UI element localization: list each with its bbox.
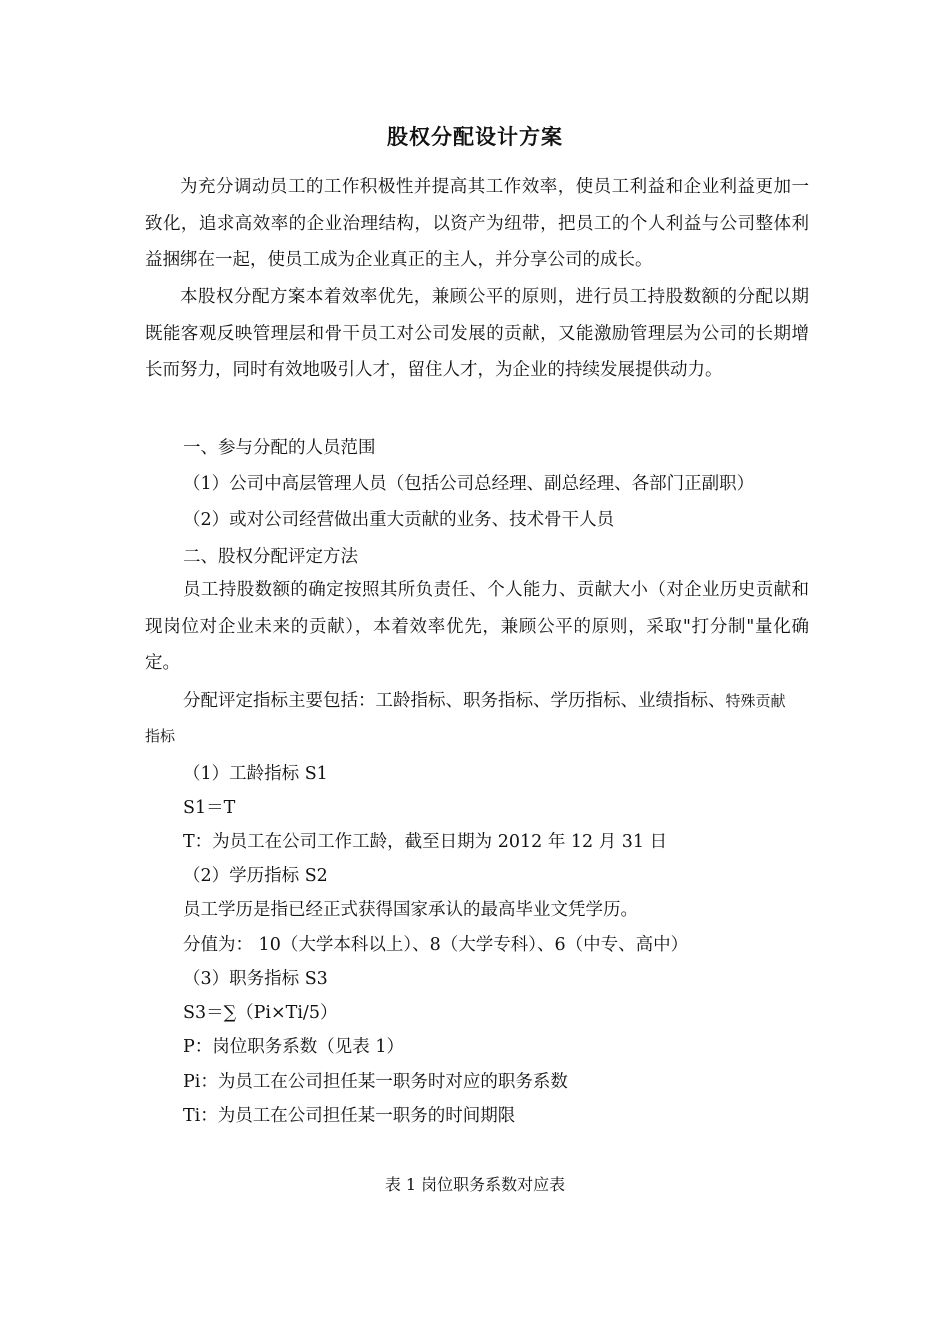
page-title: 股权分配设计方案 (387, 124, 563, 149)
s3-formula: S3＝∑（Pi×Ti/5） (183, 1003, 338, 1023)
s1-formula: S1＝T (183, 798, 236, 818)
section-1-item-1: （1）公司中高层管理人员（包括公司总经理、副总经理、各部门正副职） (183, 474, 755, 494)
s2-values: 分值为： 10（大学本科以上）、8（大学专科）、6（中专、高中） (183, 935, 689, 955)
s3-pi-definition: Pi：为员工在公司担任某一职务时对应的职务系数 (183, 1072, 568, 1092)
section-1-item-2: （2）或对公司经营做出重大贡献的业务、技术骨干人员 (183, 510, 615, 530)
section-2-paragraph: 员工持股数额的确定按照其所负责任、个人能力、贡献大小（对企业历史贡献和现岗位对企业未来的贡献），本着效率优先，兼顾公平的原则，采取"打分制"量化确定。 (145, 580, 809, 673)
intro-paragraph-2: 本股权分配方案本着效率优先，兼顾公平的原则，进行员工持股数额的分配以期既能客观反映管理层和骨干员工对公司发展的贡献，又能激励管理层为公司的长期增长而努力，同时有效地吸引人才，留住人才，为企业的持续发展提供动力。 (145, 287, 809, 380)
s1-description: T：为员工在公司工作工龄，截至日期为 2012 年 12 月 31 日 (183, 832, 668, 852)
s3-ti-definition: Ti：为员工在公司担任某一职务的时间期限 (183, 1106, 516, 1126)
indicators-main-text: 分配评定指标主要包括：工龄指标、职务指标、学历指标、业绩指标、 (183, 691, 726, 711)
intro-paragraph-1: 为充分调动员工的工作积极性并提高其工作效率，使员工利益和企业利益更加一致化，追求高效率的企业治理结构，以资产为纽带，把员工的个人利益与公司整体利益捆绑在一起，使员工成为企业真正的主人，并分享公司的成长。 (145, 177, 809, 270)
s3-heading: （3）职务指标 S3 (183, 969, 328, 989)
indicators-continuation: 指标 (145, 727, 176, 745)
section-1-heading: 一、参与分配的人员范围 (183, 438, 376, 458)
s2-description: 员工学历是指已经正式获得国家承认的最高毕业文凭学历。 (183, 900, 638, 920)
section-2-heading: 二、股权分配评定方法 (183, 547, 358, 567)
indicators-tail-text: 特殊贡献 (725, 692, 786, 710)
s2-heading: （2）学历指标 S2 (183, 866, 328, 886)
indicators-line (183, 687, 786, 712)
table-caption: 表 1 岗位职务系数对应表 (384, 1175, 566, 1194)
s3-p-definition: P：岗位职务系数（见表 1） (183, 1037, 404, 1057)
s1-heading: （1）工龄指标 S1 (183, 764, 328, 784)
